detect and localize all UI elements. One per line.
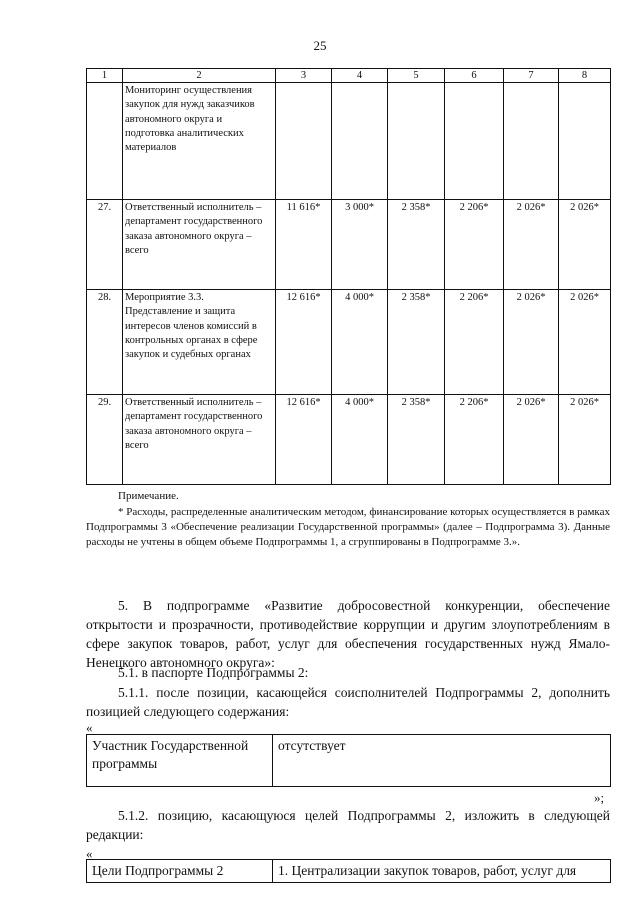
row-value: 2 206* — [445, 200, 504, 290]
header-cell: 1 — [87, 69, 123, 83]
paragraph-5-1: 5.1. в паспорте Подпрограммы 2: — [118, 665, 309, 680]
note-title: Примечание. — [118, 490, 179, 502]
paragraph-5-1-2: 5.1.2. позицию, касающуюся целей Подпрограммы 2, изложить в следующей редакции: — [86, 808, 610, 842]
row-number: 27. — [87, 200, 123, 290]
row-value: 4 000* — [332, 395, 388, 485]
row-value: 2 026* — [559, 395, 611, 485]
table-row — [87, 395, 611, 485]
row-value: 2 026* — [504, 395, 559, 485]
row-value: 12 616* — [276, 290, 332, 395]
row-name: Ответственный исполнитель – департамент государственного заказа автономного округа – всего — [123, 200, 276, 290]
participant-value: отсутствует — [273, 735, 611, 787]
table-row — [87, 290, 611, 395]
row-value — [276, 83, 332, 200]
row-value: 2 358* — [388, 200, 445, 290]
row-number: 29. — [87, 395, 123, 485]
row-value: 2 026* — [504, 290, 559, 395]
open-quote: « — [86, 846, 93, 861]
header-cell: 5 — [388, 69, 445, 83]
row-number: 28. — [87, 290, 123, 395]
header-cell: 6 — [445, 69, 504, 83]
header-cell: 8 — [559, 69, 611, 83]
row-name: Мероприятие 3.3. Представление и защита интересов членов комиссий в контрольных органах в сфере закупок и судебных органах — [123, 290, 276, 395]
header-cell: 4 — [332, 69, 388, 83]
row-value — [332, 83, 388, 200]
row-value: 11 616* — [276, 200, 332, 290]
row-value: 2 026* — [559, 200, 611, 290]
row-value — [445, 83, 504, 200]
budget-table — [86, 68, 611, 485]
row-value: 2 206* — [445, 395, 504, 485]
goals-box — [86, 859, 611, 883]
row-value: 2 206* — [445, 290, 504, 395]
row-value — [559, 83, 611, 200]
goals-label: Цели Подпрограммы 2 — [87, 860, 273, 883]
row-number — [87, 83, 123, 200]
header-cell: 2 — [123, 69, 276, 83]
row-value: 2 026* — [504, 200, 559, 290]
note-text: * Расходы, распределенные аналитическим методом, финансирование которых осуществляется в рамках Подпрограммы 3 «Обеспечение реализации Государственной программы» (далее – Подпрограмма 3). Данные расходы не учтены в общем объеме Подпрограммы 1, а сгруппированы в Подпрограмме 3.». — [86, 506, 610, 548]
row-value: 2 358* — [388, 395, 445, 485]
row-value: 2 358* — [388, 290, 445, 395]
participant-box — [86, 734, 611, 787]
row-value: 3 000* — [332, 200, 388, 290]
paragraph-5: 5. В подпрограмме «Развитие добросовестной конкуренции, обеспечение открытости и прозрачности, противодействие коррупции и другим злоупотреблениям в сфере закупок товаров, работ, услуг для обеспечения государственных нужд Ямало-Ненецкого автономного округа»: — [86, 598, 610, 670]
row-value: 2 026* — [559, 290, 611, 395]
row-value — [504, 83, 559, 200]
table-row — [87, 83, 611, 200]
row-value: 4 000* — [332, 290, 388, 395]
goals-value: 1. Централизации закупок товаров, работ, услуг для — [273, 860, 611, 883]
table-row — [87, 200, 611, 290]
header-cell: 3 — [276, 69, 332, 83]
participant-label: Участник Государственной программы — [87, 735, 273, 787]
row-name: Мониторинг осуществления закупок для нужд заказчиков автономного округа и подготовка аналитических материалов — [123, 83, 276, 200]
header-cell: 7 — [504, 69, 559, 83]
row-value: 12 616* — [276, 395, 332, 485]
table-header-row — [87, 69, 611, 83]
page-number: 25 — [313, 38, 327, 53]
open-quote: « — [86, 720, 93, 735]
row-name: Ответственный исполнитель – департамент государственного заказа автономного округа – всего — [123, 395, 276, 485]
close-quote: »; — [594, 790, 605, 805]
row-value — [388, 83, 445, 200]
paragraph-5-1-1: 5.1.1. после позиции, касающейся соисполнителей Подпрограммы 2, дополнить позицией следующего содержания: — [86, 685, 610, 719]
